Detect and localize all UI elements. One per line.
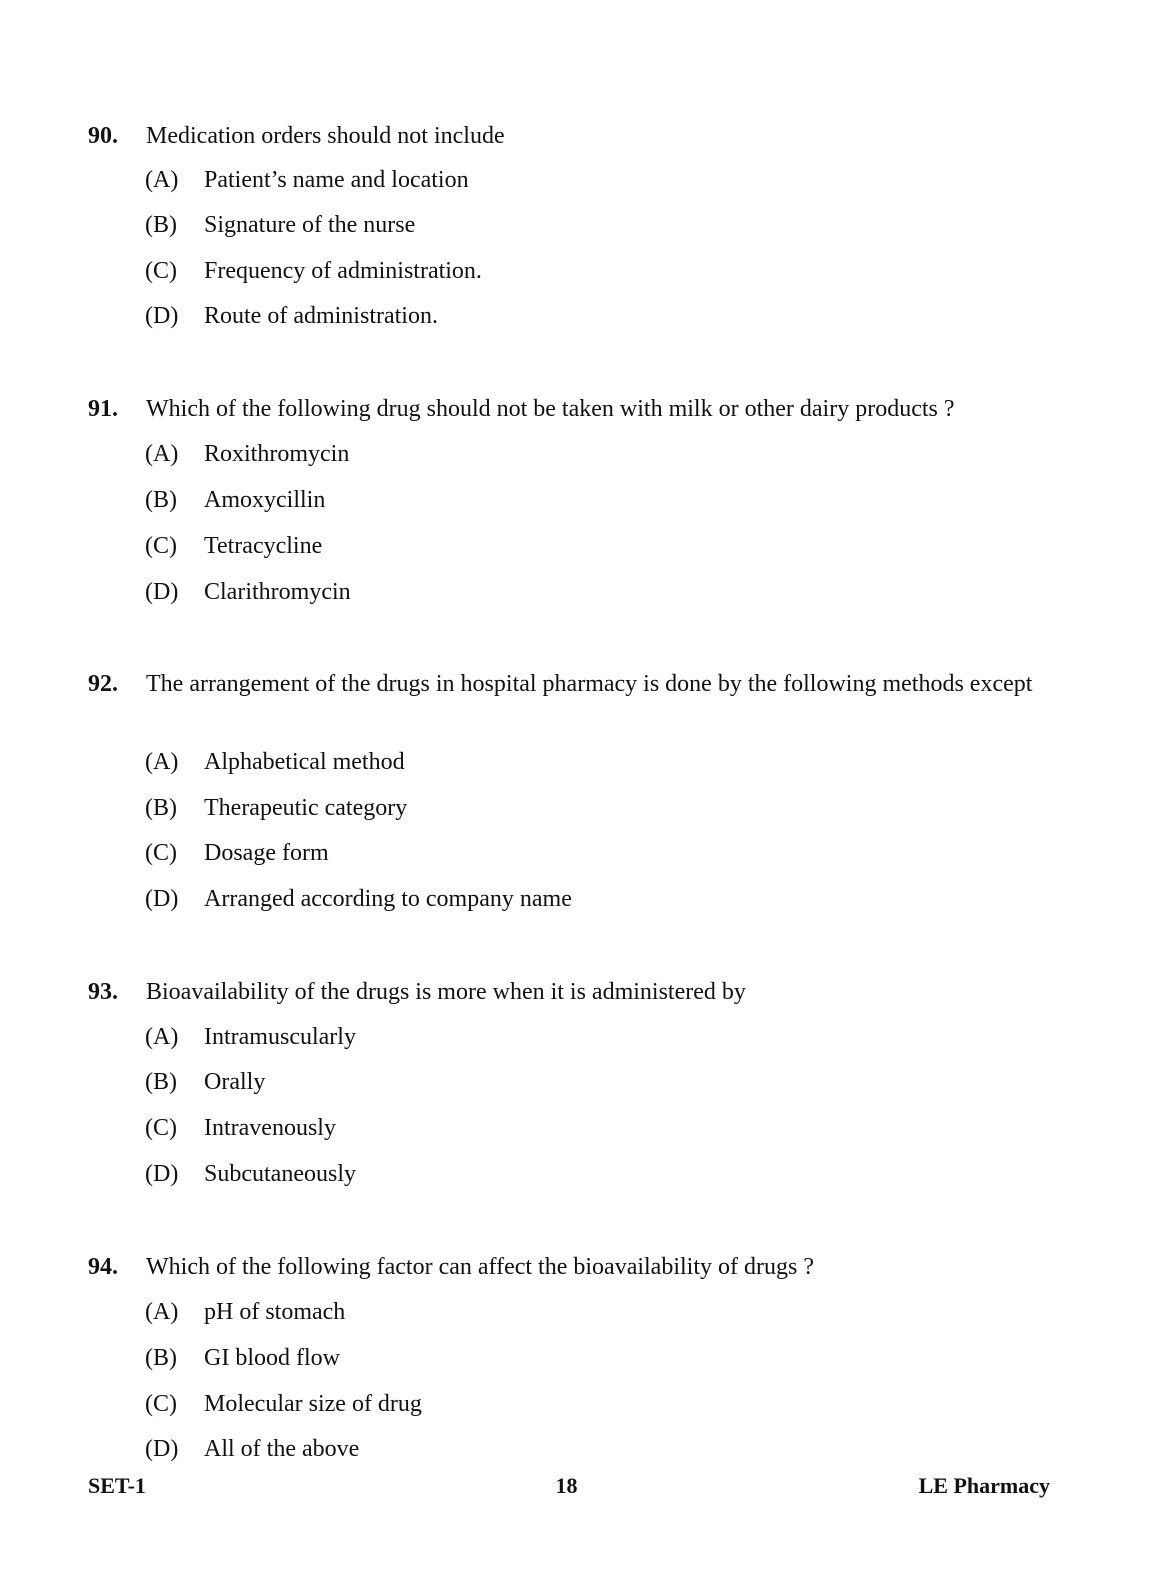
option-text: Intramuscularly [204, 1024, 356, 1050]
question-number: 94. [88, 1254, 118, 1280]
question-number: 91. [88, 396, 118, 422]
option-letter: (C) [145, 1115, 177, 1141]
option-letter: (A) [145, 749, 179, 775]
option-letter: (C) [145, 1391, 177, 1417]
option-letter: (A) [145, 167, 179, 193]
page-number: 18 [555, 1473, 578, 1498]
option-letter: (C) [145, 258, 177, 284]
question-number: 92. [88, 671, 118, 697]
option-a[interactable] [0, 438, 1153, 470]
option-a[interactable] [0, 1296, 1153, 1328]
option-a[interactable] [0, 746, 1153, 778]
question-text: The arrangement of the drugs in hospital pharmacy is done by the following methods except [146, 671, 1033, 697]
subject-label: LE Pharmacy [918, 1473, 1050, 1498]
question-number: 93. [88, 979, 118, 1005]
option-text: Roxithromycin [204, 441, 350, 467]
option-c[interactable] [0, 255, 1153, 287]
option-text: pH of stomach [204, 1299, 346, 1325]
option-text: Alphabetical method [204, 749, 405, 775]
option-c[interactable] [0, 1388, 1153, 1420]
option-letter: (B) [145, 1069, 177, 1095]
option-letter: (D) [145, 303, 179, 329]
option-text: Intravenously [204, 1115, 336, 1141]
option-b[interactable] [0, 792, 1153, 824]
option-d[interactable] [0, 1158, 1153, 1190]
option-c[interactable] [0, 530, 1153, 562]
option-letter: (B) [145, 487, 177, 513]
option-text: All of the above [204, 1436, 360, 1462]
option-letter: (D) [145, 886, 179, 912]
option-text: Subcutaneously [204, 1161, 356, 1187]
option-b[interactable] [0, 484, 1153, 516]
option-text: Tetracycline [204, 533, 323, 559]
option-text: Arranged according to company name [204, 886, 572, 912]
option-d[interactable] [0, 576, 1153, 608]
option-letter: (B) [145, 795, 177, 821]
question-text: Which of the following drug should not be taken with milk or other dairy products ? [146, 396, 955, 422]
option-b[interactable] [0, 1342, 1153, 1374]
option-letter: (B) [145, 212, 177, 238]
option-letter: (D) [145, 579, 179, 605]
option-letter: (C) [145, 840, 177, 866]
option-d[interactable] [0, 300, 1153, 332]
option-a[interactable] [0, 1021, 1153, 1053]
option-text: Therapeutic category [204, 795, 408, 821]
option-text: GI blood flow [204, 1345, 340, 1371]
option-a[interactable] [0, 164, 1153, 196]
option-c[interactable] [0, 1112, 1153, 1144]
option-d[interactable] [0, 883, 1153, 915]
question-text: Medication orders should not include [146, 123, 505, 149]
option-letter: (A) [145, 441, 179, 467]
option-b[interactable] [0, 209, 1153, 241]
page-footer [0, 1470, 1153, 1502]
option-text: Clarithromycin [204, 579, 351, 605]
option-letter: (A) [145, 1024, 179, 1050]
question-text: Bioavailability of the drugs is more when it is administered by [146, 979, 746, 1005]
option-b[interactable] [0, 1066, 1153, 1098]
option-letter: (B) [145, 1345, 177, 1371]
question-number: 90. [88, 123, 118, 149]
option-text: Route of administration. [204, 303, 438, 329]
option-text: Patient’s name and location [204, 167, 469, 193]
option-text: Frequency of administration. [204, 258, 482, 284]
option-letter: (D) [145, 1436, 179, 1462]
set-label: SET-1 [88, 1473, 146, 1498]
question-text: Which of the following factor can affect the bioavailability of drugs ? [146, 1254, 814, 1280]
option-letter: (D) [145, 1161, 179, 1187]
option-letter: (C) [145, 533, 177, 559]
option-letter: (A) [145, 1299, 179, 1325]
option-d[interactable] [0, 1433, 1153, 1465]
option-text: Amoxycillin [204, 487, 326, 513]
option-text: Molecular size of drug [204, 1391, 422, 1417]
option-c[interactable] [0, 837, 1153, 869]
option-text: Signature of the nurse [204, 212, 416, 238]
option-text: Dosage form [204, 840, 329, 866]
option-text: Orally [204, 1069, 266, 1095]
